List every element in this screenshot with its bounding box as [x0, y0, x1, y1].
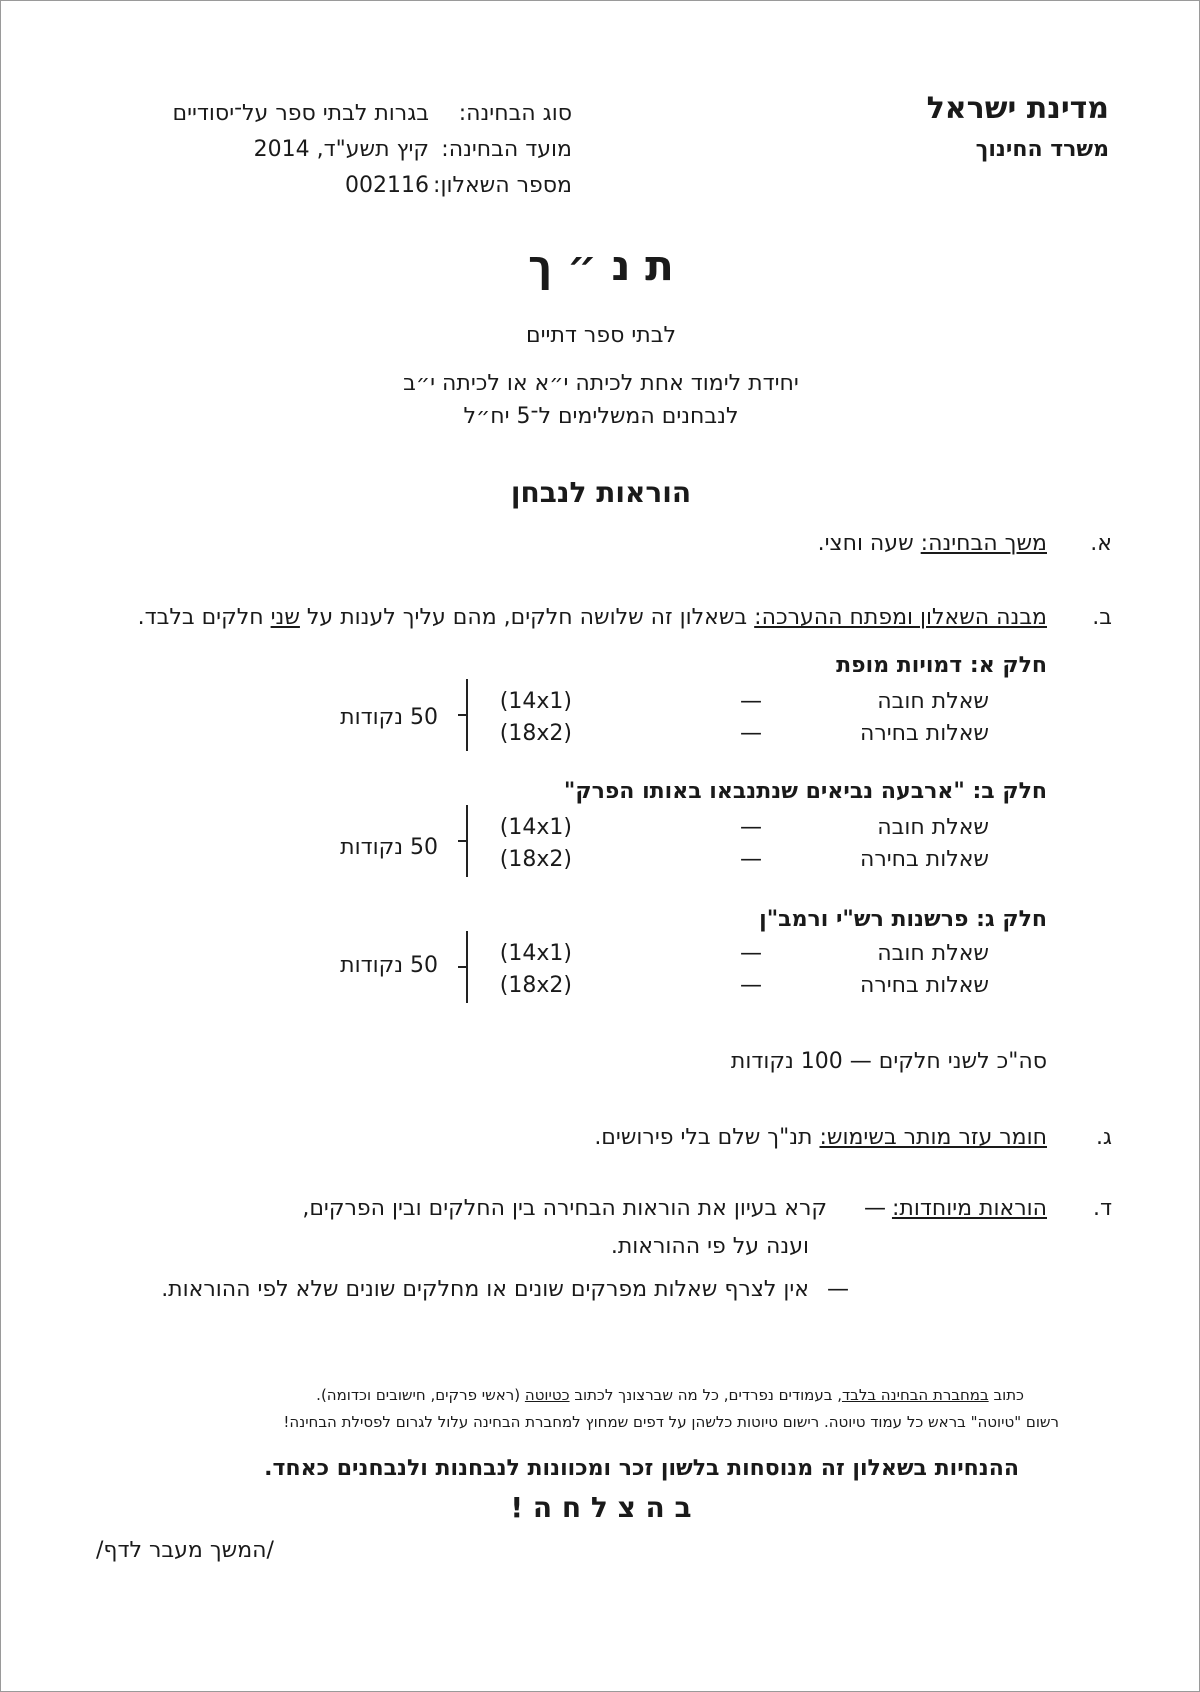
- part-a-title: חלק א: דמויות מופת: [836, 653, 1047, 678]
- footnote-p1-e: (ראשי פרקים, חישובים וכדומה).: [316, 1386, 521, 1404]
- part-c-row2-label: שאלות בחירה: [859, 973, 989, 998]
- exam-type-label: סוג הבחינה:: [458, 101, 572, 126]
- part-a-row2-dash: —: [740, 721, 762, 746]
- section-a-label: משך הבחינה:: [920, 531, 1047, 556]
- footnote-p1-d: כטיוטה: [524, 1386, 570, 1404]
- part-a-points: 50 נקודות: [340, 705, 438, 730]
- part-b-row2-dash: —: [740, 847, 762, 872]
- exam-date-value: קיץ תשע"ד, 2014: [253, 137, 429, 162]
- unit-line-2: לנבחנים המשלימים ל־5 יח״ל: [463, 404, 739, 429]
- footnote-p1-c: , בעמודים נפרדים, כל מה שברצונך לכתוב: [574, 1386, 842, 1404]
- part-a-row1-label: שאלת חובה: [877, 689, 989, 714]
- part-b-row1-dash: —: [740, 815, 762, 840]
- state-name: מדינת ישראל: [926, 91, 1109, 126]
- section-d-label: הוראות מיוחדות:: [891, 1196, 1047, 1221]
- section-a-line: [818, 531, 1047, 556]
- ministry-name: משרד החינוך: [975, 137, 1109, 162]
- part-b-row1-label: שאלת חובה: [877, 815, 989, 840]
- instructions-heading: הוראות לנבחן: [510, 476, 692, 509]
- section-c-line: [594, 1125, 1047, 1150]
- good-luck: ב ה צ ל ח ה !: [510, 1491, 692, 1524]
- part-c-points: 50 נקודות: [340, 953, 438, 978]
- part-c-row1-label: שאלת חובה: [877, 941, 989, 966]
- exam-type-value: בגרות לבתי ספר על־יסודיים: [172, 101, 429, 126]
- part-c-row1-formula: (14x1): [499, 941, 572, 966]
- section-d-letter: ד.: [1092, 1196, 1112, 1221]
- part-c-row1-dash: —: [740, 941, 762, 966]
- section-d-dash-2: —: [827, 1277, 849, 1302]
- section-a-letter: א.: [1090, 531, 1112, 556]
- section-c-label: חומר עזר מותר בשימוש:: [819, 1125, 1047, 1150]
- exam-date-label: מועד הבחינה:: [441, 137, 572, 162]
- gender-note: ההנחיות בשאלון זה מנוסחות בלשון זכר ומכוונות לנבחנות ולנבחנים כאחד.: [264, 1456, 1019, 1481]
- section-b-line: [138, 605, 1047, 630]
- part-a-brace-tip: [458, 714, 468, 716]
- footnote-p1-a: כתוב: [993, 1386, 1024, 1404]
- continue-note: /המשך מעבר לדף/: [96, 1538, 274, 1563]
- footnote-p1-b: במחברת הבחינה בלבד: [841, 1386, 989, 1404]
- footnote-line-1: [316, 1386, 1024, 1404]
- footnote-line-2: רשום "טיוטה" בראש כל עמוד טיוטה. רישום טיוטות כלשהן על דפים שמחוץ למחברת הבחינה עלול לגרום לפסילת הבחינה!: [283, 1413, 1059, 1431]
- part-a-row1-formula: (14x1): [499, 689, 572, 714]
- unit-line-1: יחידת לימוד אחת לכיתה י״א או לכיתה י״ב: [403, 371, 799, 396]
- part-b-row2-label: שאלות בחירה: [859, 847, 989, 872]
- part-c-row2-dash: —: [740, 973, 762, 998]
- part-b-row1-formula: (14x1): [499, 815, 572, 840]
- part-b-row2-formula: (18x2): [499, 847, 572, 872]
- part-a-row2-formula: (18x2): [499, 721, 572, 746]
- part-b-points: 50 נקודות: [340, 835, 438, 860]
- part-a-row2-label: שאלות בחירה: [859, 721, 989, 746]
- subtitle: לבתי ספר דתיים: [526, 323, 676, 348]
- form-number-label: מספר השאלון:: [433, 173, 572, 198]
- part-c-row2-formula: (18x2): [499, 973, 572, 998]
- section-a-text: שעה וחצי.: [817, 531, 914, 556]
- section-c-text: תנ"ך שלם בלי פירושים.: [594, 1125, 813, 1150]
- section-b-label: מבנה השאלון ומפתח ההערכה:: [754, 605, 1047, 630]
- part-b-title: חלק ב: "ארבעה נביאים שנתנבאו באותו הפרק": [563, 779, 1047, 804]
- section-d-item2: אין לצרף שאלות מפרקים שונים או מחלקים שונים שלא לפי ההוראות.: [161, 1277, 809, 1302]
- total-points: סה"כ לשני חלקים — 100 נקודות: [730, 1049, 1047, 1074]
- section-d-dash-1: —: [864, 1196, 886, 1221]
- section-d-item1-line2: וענה על פי ההוראות.: [610, 1234, 809, 1259]
- section-b-text-emph: שני: [270, 605, 300, 630]
- form-number-value: 002116: [345, 173, 429, 198]
- section-b-letter: ב.: [1092, 605, 1112, 630]
- part-c-brace-tip: [458, 966, 468, 968]
- page-title: ת נ ״ ך: [528, 241, 674, 290]
- part-a-row1-dash: —: [740, 689, 762, 714]
- section-d-item1-line1: קרא בעיון את הוראות הבחירה בין החלקים ובין הפרקים,: [302, 1196, 827, 1221]
- section-c-letter: ג.: [1095, 1125, 1112, 1150]
- part-c-title: חלק ג: פרשנות רש"י ורמב"ן: [759, 907, 1047, 932]
- part-b-brace-tip: [458, 840, 468, 842]
- section-b-text-after: חלקים בלבד.: [137, 605, 264, 630]
- section-b-text-before: בשאלון זה שלושה חלקים, מהם עליך לענות על: [306, 605, 748, 630]
